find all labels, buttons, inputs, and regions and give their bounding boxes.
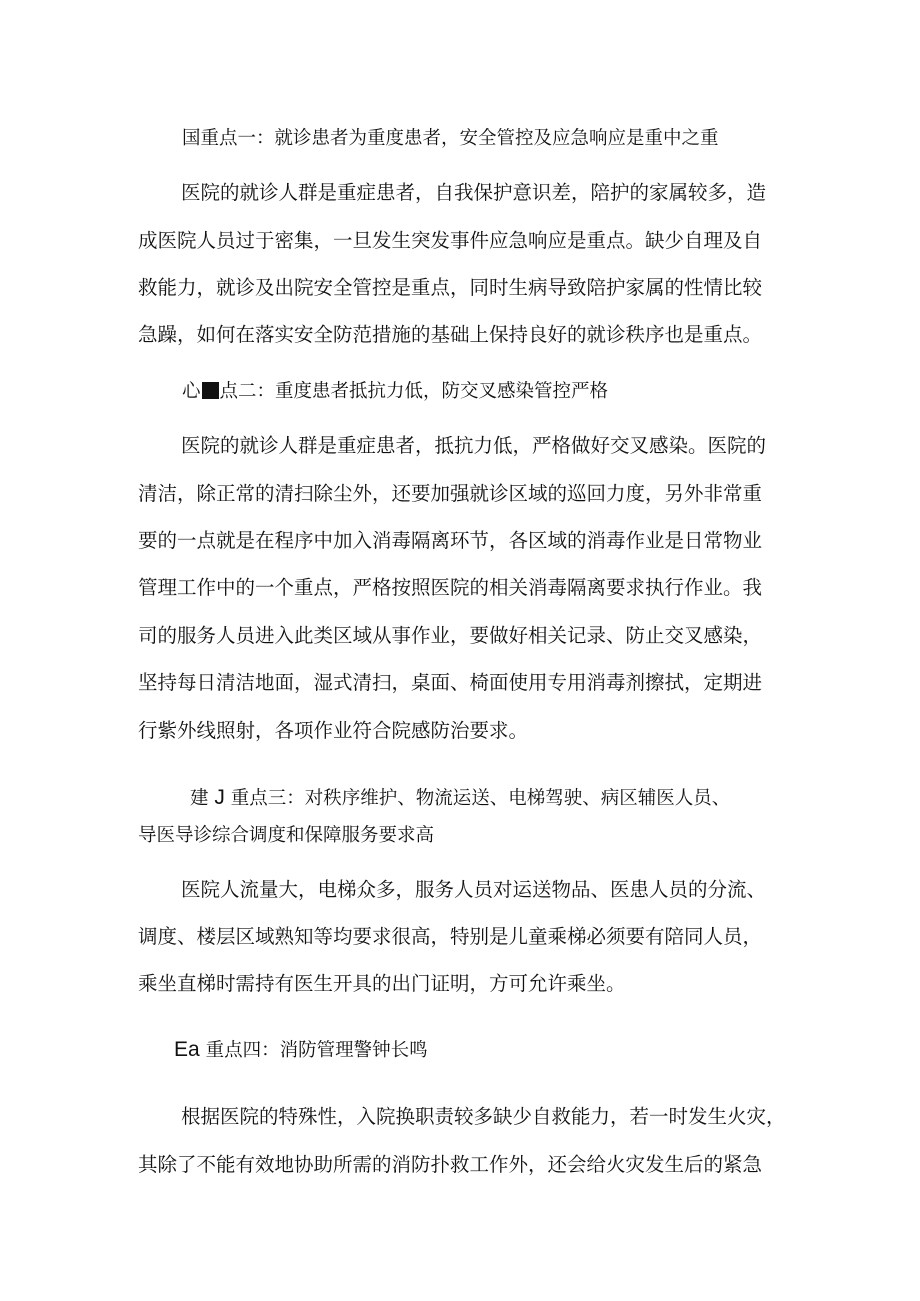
section-1-title: 重点一：就诊患者为重度患者，安全管控及应急响应是重中之重 bbox=[200, 128, 719, 149]
section-1-heading bbox=[182, 126, 719, 152]
section-3-title: 重点三：对秩序维护、物流运送、电梯驾驶、病区辅医人员、 bbox=[230, 788, 731, 809]
paragraph-line: 其除了不能有效地协助所需的消防扑救工作外，还会给火灾发生后的紧急 bbox=[138, 1153, 763, 1176]
section-4-heading bbox=[174, 1037, 428, 1064]
section-4-title: 重点四：消防管理警钟长鸣 bbox=[205, 1040, 428, 1061]
paragraph-line: 成医院人员过于密集，一旦发生突发事件应急响应是重点。缺少自理及自 bbox=[138, 229, 763, 252]
section-2-marker: 心 bbox=[182, 381, 201, 402]
paragraph-line: 坚持每日清洁地面，湿式清扫，桌面、椅面使用专用消毒剂擦拭，定期进 bbox=[138, 671, 763, 694]
black-square-icon bbox=[202, 382, 219, 399]
paragraph-line: 救能力，就诊及出院安全管控是重点，同时生病导致陪护家属的性情比较 bbox=[138, 276, 763, 299]
paragraph-line: 行紫外线照射，各项作业符合院感防治要求。 bbox=[138, 719, 529, 742]
paragraph-line: 根据医院的特殊性，入院换职责较多缺少自救能力，若一时发生火灾， bbox=[181, 1105, 786, 1128]
paragraph-line: 医院的就诊人群是重症患者，自我保护意识差，陪护的家属较多，造 bbox=[181, 181, 767, 204]
section-3-heading bbox=[190, 785, 730, 812]
section-4-marker-latin: Ea bbox=[174, 1038, 200, 1061]
section-2-heading bbox=[182, 379, 608, 405]
paragraph-line: 清洁，除正常的清扫除尘外，还要加强就诊区域的巡回力度，另外非常重 bbox=[138, 482, 763, 505]
paragraph-line: 医院人流量大，电梯众多，服务人员对运送物品、医患人员的分流、 bbox=[181, 878, 767, 901]
paragraph-line: 医院的就诊人群是重症患者，抵抗力低，严格做好交叉感染。医院的 bbox=[181, 434, 767, 457]
paragraph-line: 急躁，如何在落实安全防范措施的基础上保持良好的就诊秩序也是重点。 bbox=[138, 323, 763, 346]
paragraph-line: 司的服务人员进入此类区域从事作业，要做好相关记录、防止交叉感染， bbox=[138, 624, 763, 647]
paragraph-line: 调度、楼层区域熟知等均要求很高，特别是儿童乘梯必须要有陪同人员， bbox=[138, 925, 763, 948]
paragraph-line: 乘坐直梯时需持有医生开具的出门证明，方可允许乘坐。 bbox=[138, 972, 626, 995]
section-2-title: 点二：重度患者抵抗力低，防交叉感染管控严格 bbox=[219, 381, 609, 402]
section-3-marker: 建 bbox=[190, 788, 209, 809]
section-1-marker: 国 bbox=[182, 128, 201, 149]
section-3-marker-latin: J bbox=[214, 786, 225, 809]
paragraph-line: 要的一点就是在程序中加入消毒隔离环节，各区域的消毒作业是日常物业 bbox=[138, 529, 763, 552]
section-3-title-continued: 导医导诊综合调度和保障服务要求高 bbox=[138, 825, 435, 846]
paragraph-line: 管理工作中的一个重点，严格按照医院的相关消毒隔离要求执行作业。我 bbox=[138, 576, 763, 599]
